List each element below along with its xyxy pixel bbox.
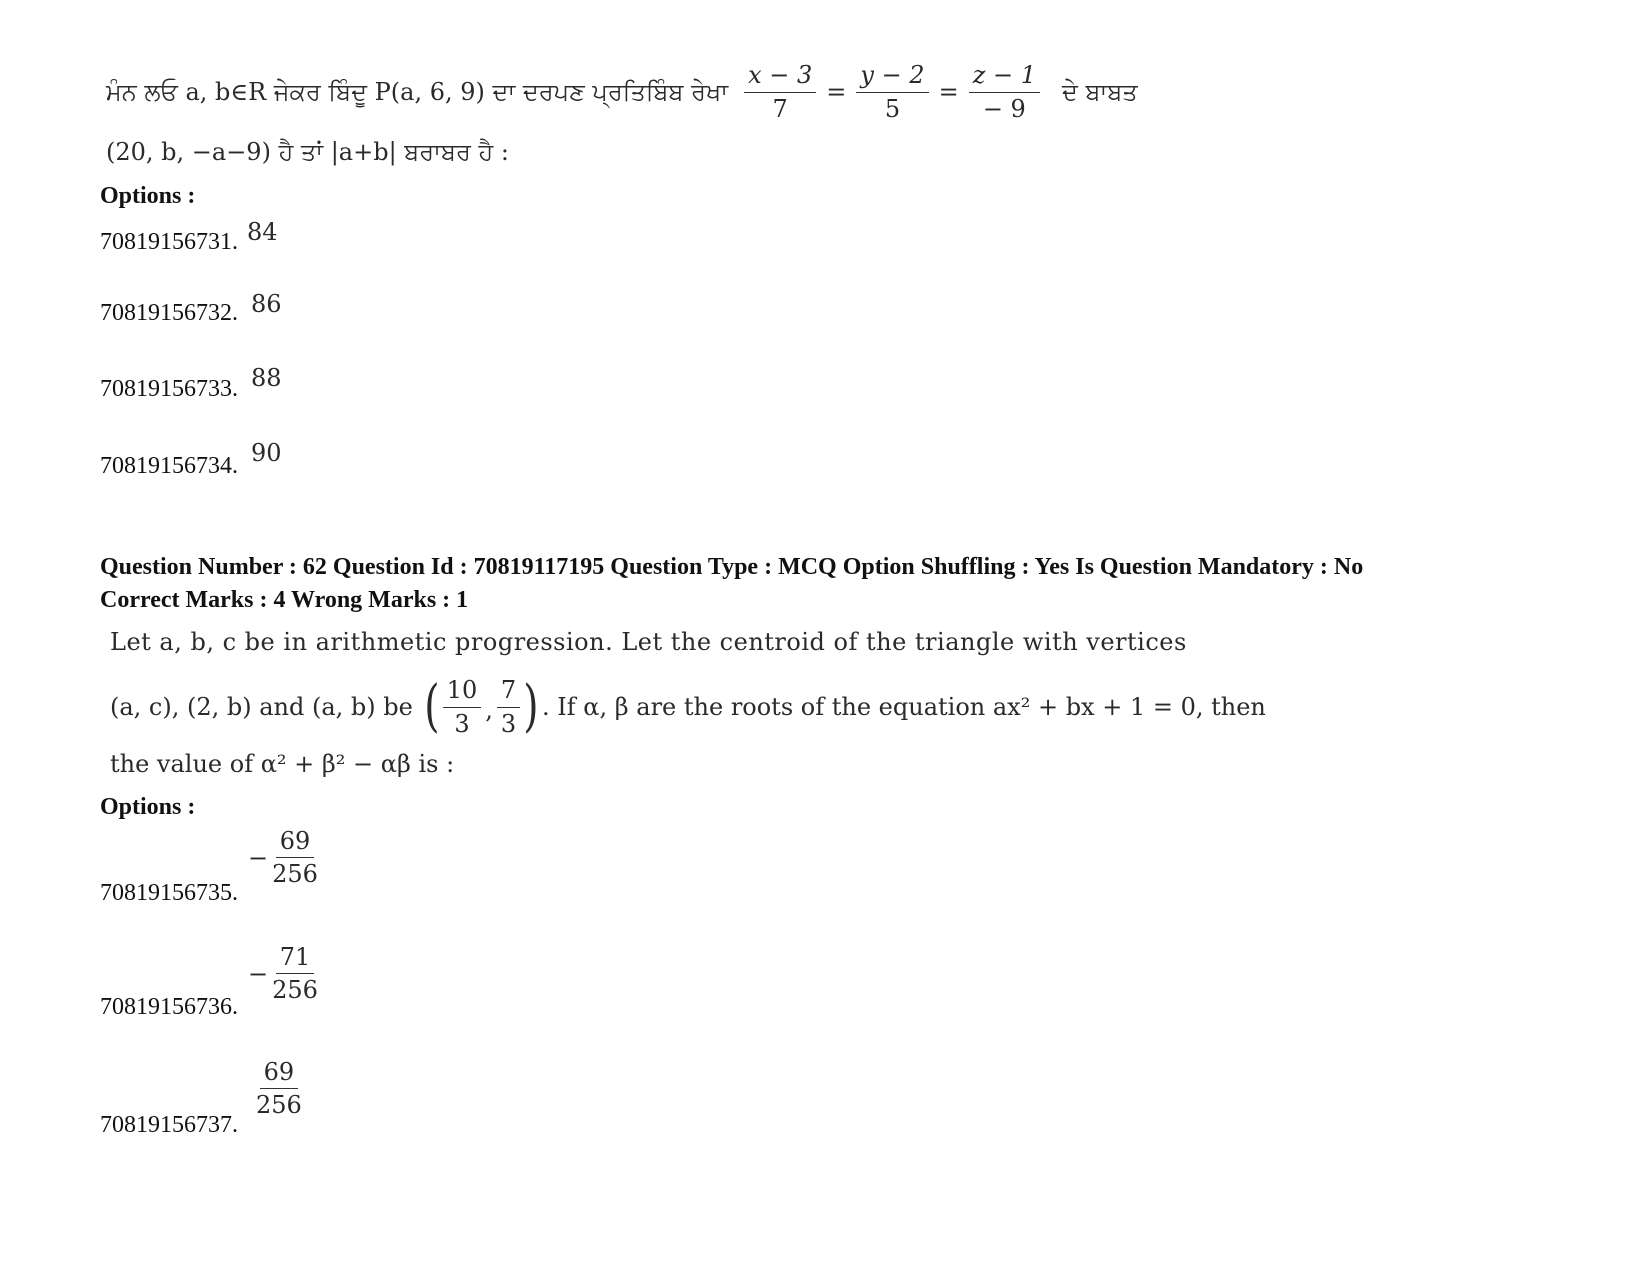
q1-fraction-z: $\frac{z - 1}{- 9}$ <box>969 62 1040 122</box>
q2-meta-line2: Correct Marks : 4 Wrong Marks : 1 <box>100 587 469 613</box>
q1-option-id-1: 70819156731. <box>100 229 238 255</box>
equals-sign: = <box>938 78 959 106</box>
q1-option-id-2: 70819156732. <box>100 300 238 326</box>
q2-line2-text: (a, c), (2, b) and (a, b) be <box>110 693 413 721</box>
q2-line1: Let a, b, c be in arithmetic progression. Let the centroid of the triangle with vertices <box>110 628 1187 656</box>
option-fraction: $\frac{71}{256}$ <box>272 943 318 1005</box>
centroid-y-fraction: $\frac{7}{3}$ <box>497 677 520 737</box>
minus-sign: − <box>248 959 269 988</box>
q2-option-value-2[interactable] <box>248 944 318 1004</box>
q2-line2 <box>110 672 1266 742</box>
q1-option-value-4[interactable]: 90 <box>251 439 282 467</box>
centroid-x-fraction: $\frac{10}{3}$ <box>443 677 482 737</box>
q2-line2-end: . If α, β are the roots of the equation ax² + bx + 1 = 0, then <box>542 693 1266 721</box>
q1-options-label: Options : <box>100 183 196 209</box>
q1-line1 <box>106 62 1138 122</box>
q1-fraction-x: $\frac{x - 3}{7}$ <box>744 62 816 122</box>
q1-option-id-3: 70819156733. <box>100 376 238 402</box>
option-fraction: $\frac{69}{256}$ <box>272 827 318 889</box>
q1-line1-text: ਮੰਨ ਲਓ a, b∈R ਜੇਕਰ ਬਿੰਦੂ P(a, 6, 9) ਦਾ ਦਰਪਣ ਪ੍ਰਤਿਬਿੰਬ ਰੇਖਾ <box>106 78 729 106</box>
q1-option-id-4: 70819156734. <box>100 453 238 479</box>
left-paren: ( <box>424 674 440 739</box>
q2-option-value-3[interactable] <box>256 1059 302 1119</box>
q2-option-id-1: 70819156735. <box>100 880 238 906</box>
q1-option-value-2[interactable]: 86 <box>251 290 282 318</box>
q2-option-id-2: 70819156736. <box>100 994 238 1020</box>
q2-option-id-3: 70819156737. <box>100 1112 238 1138</box>
equals-sign: = <box>826 78 847 106</box>
comma: , <box>485 696 493 724</box>
right-paren: ) <box>523 674 539 739</box>
q2-option-value-1[interactable] <box>248 828 318 888</box>
q1-line1-end: ਦੇ ਬਾਬਤ <box>1061 78 1138 106</box>
q2-options-label: Options : <box>100 794 196 820</box>
q1-option-value-3[interactable]: 88 <box>251 364 282 392</box>
q2-meta-line1: Question Number : 62 Question Id : 70819117195 Question Type : MCQ Option Shuffling : Yes Is Question Mandatory : No <box>100 554 1364 580</box>
q2-line3: the value of α² + β² − αβ is : <box>110 750 455 778</box>
option-fraction: $\frac{69}{256}$ <box>256 1058 302 1120</box>
q1-option-value-1[interactable]: 84 <box>247 218 278 246</box>
q1-line2: (20, b, −a−9) ਹੈ ਤਾਂ |a+b| ਬਰਾਬਰ ਹੈ : <box>106 138 509 166</box>
q1-fraction-y: $\frac{y - 2}{5}$ <box>856 62 928 122</box>
minus-sign: − <box>248 843 269 872</box>
